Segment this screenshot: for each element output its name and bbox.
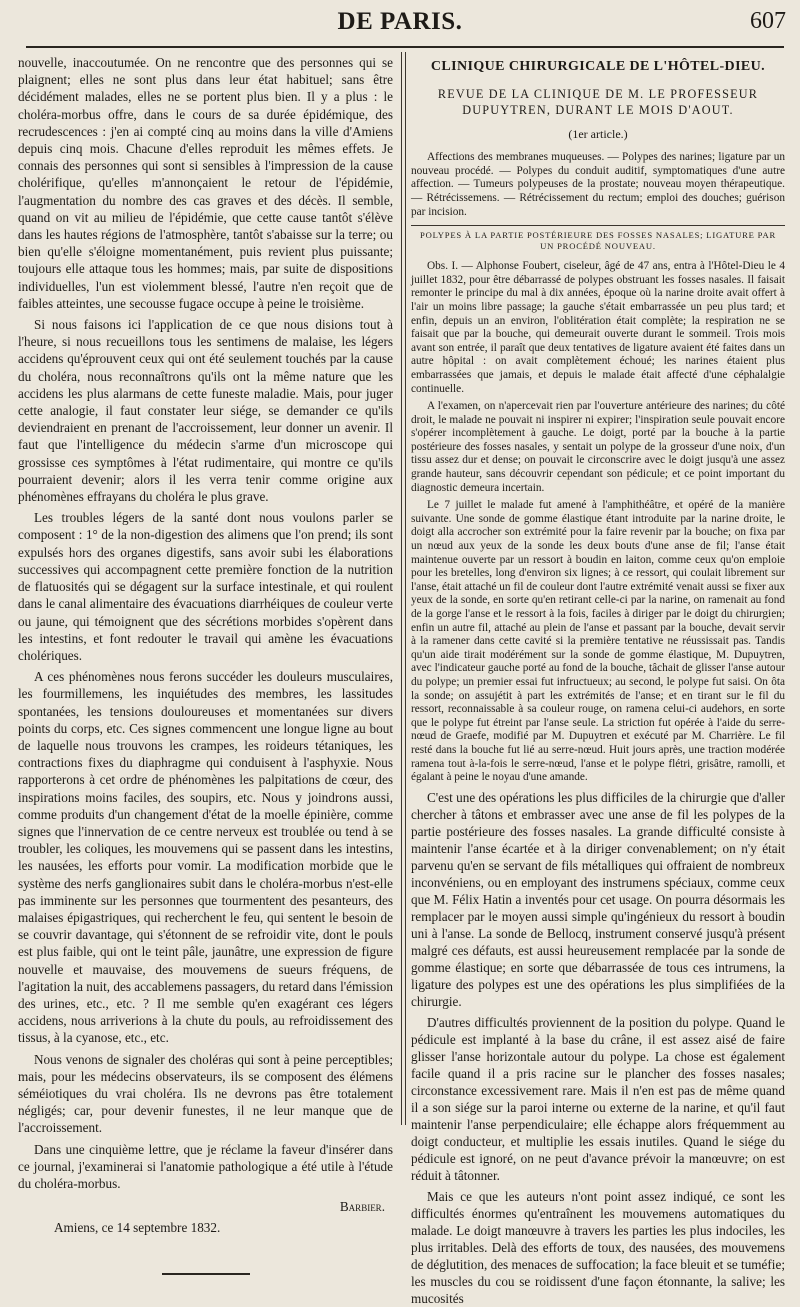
left-column <box>18 54 393 1236</box>
article-number: (1er article.) <box>568 126 628 141</box>
right-column <box>411 54 785 1306</box>
section-heading: POLYPES À LA PARTIE POSTÉRIEURE DES FOSSES NASALES; LIGATURE PAR UN PROCÉDÉ NOUVEAU. <box>420 230 776 252</box>
article-subtitle: REVUE DE LA CLINIQUE DE M. LE PROFESSEUR DUPUYTREN, DURANT LE MOIS D'AOUT. <box>437 86 759 117</box>
column-divider <box>401 52 406 1125</box>
commentary-paragraph-1: C'est une des opérations les plus difficiles de la chirurgie que d'aller chercher à tâtons et embrasser avec une anse de fil les polypes de la partie postérieure des fosses nasales. La grande difficulté consiste à maintenir l'anse écartée et à la diriger convenablement; on n'y était parvenu qu'en se servant de fils métalliques qui offraient de nombreux inconvéniens, ou en employant des instrumens spéciaux, comme ceux que M. Félix Hatin a inventés pour cet usage. On pourra désormais les remplacer par le moyen aussi simple qu'ingénieux du ressort à boudin uni à l'anse. La sonde de Bellocq, instrument conservé jusqu'à présent malgré ces défauts, est aussi heureusement remplacée par la sonde de gomme élastique; en sorte que débarrassée de tous ces intrumens, la ligature des polypes est une des opérations les plus simplifiées de la chirurgie. <box>411 789 785 1009</box>
commentary-paragraph-3: Mais ce que les auteurs n'ont point assez indiqué, ce sont les difficultés énormes qu'entraînent les mouvemens automatiques du malade. Le doigt manœuvre à travers les parties les plus indociles, les plus irritables. Delà des efforts de toux, des nausées, des mouvemens de déglutition, des menaces de suffocation; la face bleuit et se tuméfie; les muscles du cou se roidissent d'une façon étonnante, la salive; les mucosités <box>411 1188 785 1306</box>
article-summary: Affections des membranes muqueuses. — Polypes des narines; ligature par un nouveau procédé. — Polypes du conduit auditif, symptomatiques d'une autre affection. — Tumeurs polypeuses de la prostate; nouveau moyen thérapeutique. — Rétrécissemens. — Rétrécissement du rectum; emploi des douches; guérison par incision. <box>411 151 785 226</box>
left-paragraph-5: Nous venons de signaler des choléras qui sont à peine perceptibles; mais, pour les médecins observateurs, ils se composent des élémens séméiotiques du vrai choléra. Ils ne devrons pas être totalement négligés; car, pour devenir funestes, il ne leur manque que de l'accroissement. <box>18 1051 393 1136</box>
observation-paragraph-2: A l'examen, on n'apercevait rien par l'ouverture antérieure des narines; du côté droit, le malade ne pouvait ni inspirer ni expirer; l'inspiration seule pouvait encore s'opérer incomplètement à gauche. Le doigt, porté par la bouche à la partie postérieure des fosses nasales, y sentait un polype de la grosseur d'une noix, d'un tissu assez dur et dense; on pouvait le circonscrire avec le doigt jusqu'à une assez grande hauteur, sans découvrir cependant son pédicule; et ce point important du diagnostic demeura incertain. <box>411 400 785 494</box>
dateline: Amiens, ce 14 septembre 1832. <box>54 1220 221 1236</box>
left-paragraph-2: Si nous faisons ici l'application de ce que nous disions tout à l'heure, si nous recueillons tous les sentimens de malaise, les légers accidens qu'éprouvent ceux qui ont été seulement touchés par la cause du choléra, nous reconnaîtrons qu'ils ont la même nature que les accidens les plus alarmans de cette funeste maladie. Mais, pour juger cette analogie, il faut constater leur siége, se demander ce qu'ils deviendraient en prenant de l'accroissement, leur donner un avenir. Il faut que l'intelligence du médecin s'arme d'un microscope qui grossisse ces symptômes à l'état rudimentaire, qui montre ce qu'ils pourraient devenir; alors il les verra tenir comme origine aux phénomènes effrayans du choléra le plus grave. <box>18 317 393 505</box>
running-title: DE PARIS. <box>337 8 463 35</box>
author-signature: Barbier. <box>339 1199 385 1215</box>
left-paragraph-6: Dans une cinquième lettre, que je réclame la faveur d'insérer dans ce journal, j'examinerai si l'anatomie pathologique a été utile à l'étude du choléra-morbus. <box>18 1141 393 1191</box>
page-header <box>0 4 800 42</box>
commentary-paragraph-2: D'autres difficultés proviennent de la position du polype. Quand le pédicule est implanté à la base du crâne, il est assez aisé de faire glisser l'anse horizontale autour du polype. La chose est également facile quand il a pris racine sur le plancher des fosses nasales; circonstance excessivement rare. Mais il n'en est pas de même quand il a son siége sur la paroi interne ou externe de la narine, et qu'il faut maintenir l'anse perpendiculaire; elle échappe alors fréquemment au doigt conducteur, et multiplie les essais inutiles. Quand le siége du pédicule est ignoré, on ne peut d'avance prévoir la manœuvre; on est réduit à tâtonner. <box>411 1014 785 1183</box>
left-paragraph-3: Les troubles légers de la santé dont nous voulons parler se composent : 1° de la non-digestion des alimens que l'on prend; ils sont expulsés hors des organes digestifs, sans avoir subi les élaborations successives qui accompagnent cette première fonction de la nutrition de flatuosités qui se dégagent sur la surface intestinale, et qui roulent dans le canal alimentaire des évacuations diarrhéiques de couleur verte ou jaune, qui témoignent que des sécrétions morbides s'opèrent dans les intestins, et font redouter le travail qui amène les évacuations cholériques. <box>18 510 393 663</box>
left-paragraph-1: nouvelle, inaccoutumée. On ne rencontre que des personnes qui se plaignent; elles ne sont plus dans leur état habituel; sans être décidément malades, elles ne se portent plus bien. Il y a plus : le choléra-morbus offre, dans le cours de sa durée épidémique, des recrudescences : j'en ai compté cinq au moins dans la ville d'Amiens depuis cinq mois. Chacune d'elles reproduit les mêmes effets. Je connais des personnes qui sont si sensibles à l'impression de la cause cholérifique, qu'elles m'annonçaient le retour de l'épidémie, l'augmentation du nombre des cas graves et des décès. Il semble, quand on vit au milieu de l'épidémie, que cette cause tantôt s'élève dans les hautes régions de l'atmosphère, tantôt s'abaisse sur la terre; ou bien qu'elle s'éloigne momentanément, puis revient plus puissante; toujours elle attaque tous les hommes; mais, par suite de dispositions individuelles, l'un est violemment blessé, l'autre n'en reçoit que de faibles atteintes, une secousse fugace occupe à peine le troisième. <box>18 55 393 311</box>
article-title: CLINIQUE CHIRURGICALE DE L'HÔTEL-DIEU. <box>430 59 766 74</box>
observation-paragraph-3: Le 7 juillet le malade fut amené à l'amphithéâtre, et opéré de la manière suivante. Une sonde de gomme élastique étant introduite par la narine droite, le doigt alla accrocher son extrémité pour la faire revenir par la bouche; on fixa par un nœud aux yeux de la sonde les deux bouts d'une anse de fil; l'anse était maintenue ouverte par un ressort à boudin en laiton, comme ceux qu'on emploie pour les bretelles, long d'environ six lignes; à ce ressort, qui coulait librement sur l'anse, était attaché un fil de couleur dont l'autre extrémité venait aussi se fixer aux yeux de la sonde, en sorte qu'en retirant celle-ci par la narine, on ramenait au fond de la gorge l'anse et le ressort à la fois, faciles à diriger par le doigt du chirurgien; enfin un autre fil, attaché au plein de l'anse et passant par la bouche, devait servir à la ramener dans cette cavité si la première tentative ne réussissait pas. Tandis qu'un aide tirait modérément sur la sonde de gomme élastique, M. Dupuytren, avec l'indicateur gauche porté au fond de la bouche, tâchait de glisser l'anse autour du polype; un premier essai fut infructueux; au second, le polype fut saisi. On ôta la sonde; on assujétit à part les extrémités de l'anse; et en tirant sur le fil du ressort, reconnaissable à sa couleur rouge, on ramena celui-ci audehors, en sorte que le polype fut étreint par l'anse seule. La striction fut opérée à l'aide du serre-nœud de Graefe, modifié par M. Dupuytren et exécuté par M. Charrière. Le fil resté dans la bouche fut lié au serre-nœud. Huit jours après, une traction modérée ramena tout à-la-fois le serre-nœud, l'anse et le polype flétri, grisâtre, ramolli, et égalant à peine le noyau d'une amande. <box>411 499 785 784</box>
observation-paragraph-1: Obs. I. — Alphonse Foubert, ciseleur, âgé de 47 ans, entra à l'Hôtel-Dieu le 4 juillet 1832, pour être débarrassé de polypes obstruant les fosses nasales. Il faisait remonter le principe du mal à dix années, époque où la narine droite avait offert à l'air un moins libre passage; la gauche s'était embarrassée un peu plus tard; et enfin, depuis un an environ, l'oblitération était complète; la respiration ne se faisait que par la bouche, qui demeurait ouverte durant le sommeil. Trois mois avant son entrée, il paraît que deux tentatives de ligature avaient été faites dans un autre hôpital : on avait complètement échoué; les narines étaient plus embarrassées que jamais, et depuis le malade était affecté d'une céphalalgie continuelle. <box>411 260 785 395</box>
header-rule <box>26 46 784 48</box>
left-paragraph-4: A ces phénomènes nous ferons succéder les douleurs musculaires, les fourmillemens, les inquiétudes des membres, les lassitudes spontanées, les tensions douloureuses et momentanées sur divers points du corps, etc. Ces signes commencent une longue ligne au bout de laquelle nous trouvons les crampes, les roideurs tétaniques, les contractions fixes du diaphragme qui conduisent à l'asphyxie. Nous rapporterons à cet ordre de phénomènes les palpitations de cœur, des inspirations moins faciles, des soupirs, etc. Nous y joindrons aussi, comme produits d'un changement d'état de la moelle épinière, comme signes que l'innervation de ce centre nerveux est troublée ou tend à se troubler, les coliques, les mouvemens qui se passent dans les intestins, les nausées, les efforts pour vomir. La modification morbide que le système des nerfs ganglionaires subit dans le choléra-morbus n'est-elle pas imminente sur les personnes que tourmentent des pesanteurs, des malaises épigastriques, qui recherchent le feu, qui sentent le besoin de se couvrir davantage, qui s'étonnent de se refroidir vite, dont le pouls est plus faible, qui ont le teint pâle, jaunâtre, une expression de figure nouvelle et mauvaise, des mouvemens de sueurs fréquens, de l'agitation la nuit, des accablemens passagers, du retard dans l'émission des urines, etc., etc. ? Il me semble qu'en exagérant ces légers accidens, nous arriverions à la chute du pouls, au refroidissement des tissus, à la cyanose, etc., etc. <box>18 669 393 1046</box>
end-rule <box>162 1273 250 1275</box>
page-number: 607 <box>750 8 786 34</box>
